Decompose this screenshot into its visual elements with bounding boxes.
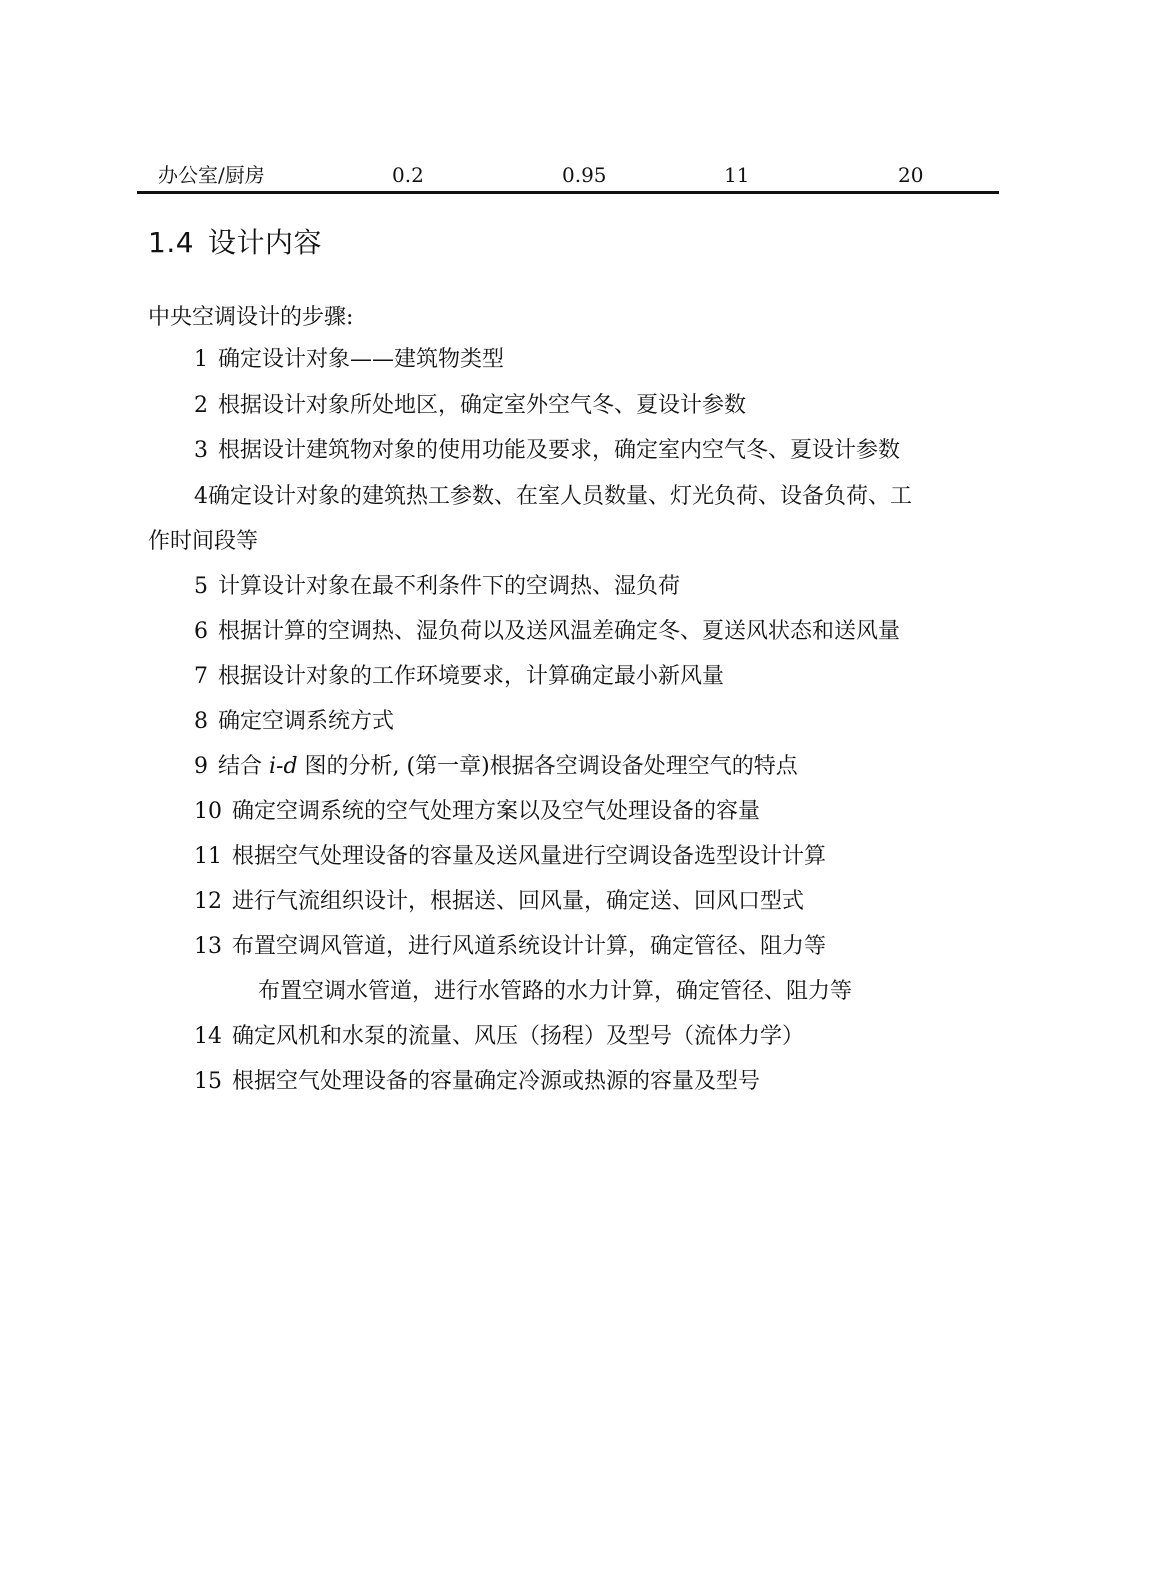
table-cell-value-4: 20 <box>898 163 924 187</box>
step-item <box>194 706 394 738</box>
intro-text: 中央空调设计的步骤: <box>148 305 354 330</box>
step-number: 12 <box>194 889 222 914</box>
section-number: 1.4 <box>148 226 195 259</box>
step-item <box>194 1021 804 1053</box>
step-text-pre: 结合 <box>218 754 269 779</box>
step-text: 确定设计对象——建筑物类型 <box>218 347 505 372</box>
step-number: 2 <box>194 393 208 418</box>
step-item <box>194 661 724 693</box>
step-item <box>194 344 504 376</box>
step-item <box>194 616 900 648</box>
step-text: 根据设计对象的工作环境要求，计算确定最小新风量 <box>218 664 725 689</box>
step-text: 确定空调系统方式 <box>218 709 395 734</box>
step-text: 进行气流组织设计，根据送、回风量，确定送、回风口型式 <box>232 889 805 914</box>
step-text: 确定空调系统的空气处理方案以及空气处理设备的容量 <box>232 799 761 824</box>
step-number: 9 <box>194 754 208 779</box>
step-number: 1 <box>194 347 208 372</box>
step-text: 确定设计对象的建筑热工参数、在室人员数量、灯光负荷、设备负荷、工 <box>208 484 913 509</box>
step-number: 11 <box>194 844 222 869</box>
table-cell-value-2: 0.95 <box>562 163 607 187</box>
step-number: 15 <box>194 1069 222 1094</box>
step-number: 4 <box>194 484 208 509</box>
step-item <box>194 571 680 603</box>
step-number: 6 <box>194 619 208 644</box>
step-item <box>194 435 900 467</box>
step-number: 3 <box>194 438 208 463</box>
step-item <box>194 931 826 963</box>
step-number: 7 <box>194 664 208 689</box>
step-text-post: 图的分析, (第一章)根据各空调设备处理空气的特点 <box>297 754 798 779</box>
step-text: 计算设计对象在最不利条件下的空调热、湿负荷 <box>218 574 681 599</box>
step-item <box>194 481 912 513</box>
section-title: 设计内容 <box>208 226 323 259</box>
step-number: 8 <box>194 709 208 734</box>
step-item <box>194 886 804 918</box>
table-cell-value-3: 11 <box>724 163 750 187</box>
step-text: 根据设计对象所处地区，确定室外空气冬、夏设计参数 <box>218 393 747 418</box>
step-number: 13 <box>194 934 222 959</box>
step-number: 5 <box>194 574 208 599</box>
table-last-row <box>137 160 999 190</box>
step-item <box>194 751 798 783</box>
step-text-continuation: 作时间段等 <box>148 529 259 554</box>
step-number: 14 <box>194 1024 222 1049</box>
step-item <box>194 796 760 828</box>
table-cell-room-type: 办公室/厨房 <box>158 163 265 187</box>
step-item <box>194 841 826 873</box>
step-number: 10 <box>194 799 222 824</box>
table-cell-value-1: 0.2 <box>392 163 424 187</box>
step-item <box>194 1066 760 1098</box>
step-text: 布置空调风管道，进行风道系统设计计算，确定管径、阻力等 <box>232 934 827 959</box>
step-text: 根据计算的空调热、湿负荷以及送风温差确定冬、夏送风状态和送风量 <box>218 619 901 644</box>
table-bottom-rule <box>137 191 999 194</box>
step-item <box>194 390 746 422</box>
step-text: 确定风机和水泵的流量、风压（扬程）及型号（流体力学） <box>232 1024 805 1049</box>
step-text: 根据设计建筑物对象的使用功能及要求，确定室内空气冬、夏设计参数 <box>218 438 901 463</box>
step-text: 根据空气处理设备的容量确定冷源或热源的容量及型号 <box>232 1069 761 1094</box>
step-text: 根据空气处理设备的容量及送风量进行空调设备选型设计计算 <box>232 844 827 869</box>
step-text-emphasis: i-d <box>269 754 298 779</box>
step-text-continuation: 布置空调水管道，进行水管路的水力计算，确定管径、阻力等 <box>258 979 853 1004</box>
section-heading <box>148 225 322 261</box>
